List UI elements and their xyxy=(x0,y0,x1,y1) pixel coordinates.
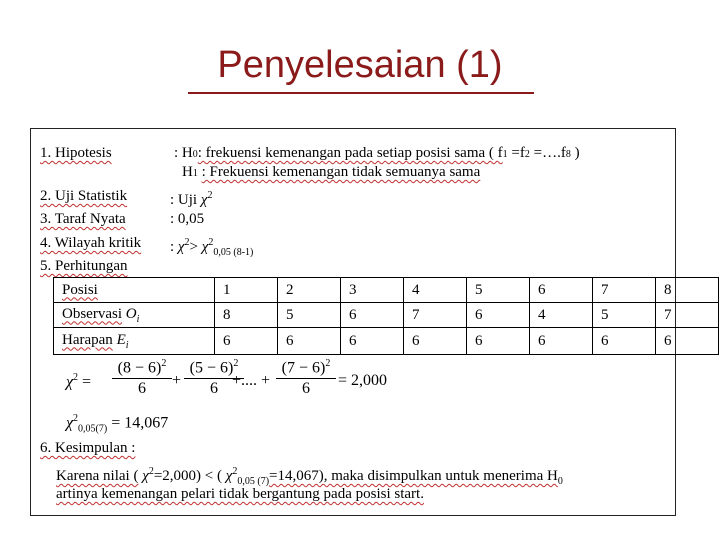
row-label: Observasi $O_i$ xyxy=(54,303,215,328)
step4-label: 4. Wilayah kritik xyxy=(40,235,142,251)
step6-label: 6. Kesimpulan : xyxy=(40,440,136,456)
table-cell: 6 xyxy=(341,328,404,355)
table-cell: 7 xyxy=(404,303,467,328)
plus-sign: + xyxy=(172,372,182,389)
table-cell: 6 xyxy=(341,303,404,328)
fraction-1: $(8 - 6)^2$ 6 xyxy=(112,358,172,398)
ellipsis-terms: +.... + xyxy=(232,372,271,389)
step2-value: : Uji $\chi^2$ xyxy=(170,190,213,208)
table-cell: 2 xyxy=(278,278,341,303)
step4-value: : $\chi^2> \chi^2_{0,05 (8-1)}$ xyxy=(170,237,254,258)
table-cell: 6 xyxy=(530,328,593,355)
table-cell: 6 xyxy=(467,303,530,328)
h0-statement: : H0: frekuensi kemenangan pada setiap posisi sama ( f1 =f2 =….f8 ) xyxy=(174,145,580,161)
row-label: Harapan $E_i$ xyxy=(54,328,215,355)
formula-result: = 2,000 xyxy=(338,372,388,389)
row-label: Posisi xyxy=(54,278,215,303)
conclusion-line-2: artinya kemenangan pelari tidak bergantung pada posisi start. xyxy=(56,486,424,502)
table-cell: 6 xyxy=(656,328,719,355)
h1-statement: H1 : Frekuensi kemenangan tidak semuanya sama xyxy=(182,164,481,180)
table-cell: 6 xyxy=(530,278,593,303)
table-cell: 5 xyxy=(593,303,656,328)
table-cell: 5 xyxy=(467,278,530,303)
table-cell: 3 xyxy=(341,278,404,303)
step2-label: 2. Uji Statistik xyxy=(40,188,128,204)
table-cell: 6 xyxy=(215,328,278,355)
table-cell: 4 xyxy=(404,278,467,303)
table-cell: 6 xyxy=(467,328,530,355)
fraction-2: $(5 - 6)^2$ 6 xyxy=(184,358,244,398)
table-cell: 8 xyxy=(656,278,719,303)
table-cell: 6 xyxy=(404,328,467,355)
table-cell: 7 xyxy=(656,303,719,328)
observation-table xyxy=(53,277,719,355)
step3-value: : 0,05 xyxy=(170,211,205,227)
table-row xyxy=(54,328,719,355)
table-cell: 4 xyxy=(530,303,593,328)
table-cell: 1 xyxy=(215,278,278,303)
table-cell: 7 xyxy=(593,278,656,303)
table-cell: 8 xyxy=(215,303,278,328)
step3-label: 3. Taraf Nyata xyxy=(40,211,126,227)
table-row xyxy=(54,278,719,303)
table-row xyxy=(54,303,719,328)
chi-square-lhs: $\chi^2$ = xyxy=(66,372,92,391)
title-underline xyxy=(188,92,534,94)
table-cell: 6 xyxy=(593,328,656,355)
fraction-3: $(7 - 6)^2$ 6 xyxy=(276,358,336,398)
step1-label: 1. Hipotesis xyxy=(40,145,112,161)
critical-value: $\chi^2_{0,05(7)} = 14,067$ xyxy=(66,413,169,435)
table-cell: 5 xyxy=(278,303,341,328)
conclusion-line-1: Karena nilai ( $\chi^2=2,000$) < ( $\chi^2_{0,05 (7)}=14,067$), maka disimpulkan untuk menerima $H_0$ xyxy=(56,466,563,487)
table-cell: 6 xyxy=(278,328,341,355)
step5-label: 5. Perhitungan xyxy=(40,258,128,274)
slide-title: Penyelesaian (1) xyxy=(217,44,503,86)
